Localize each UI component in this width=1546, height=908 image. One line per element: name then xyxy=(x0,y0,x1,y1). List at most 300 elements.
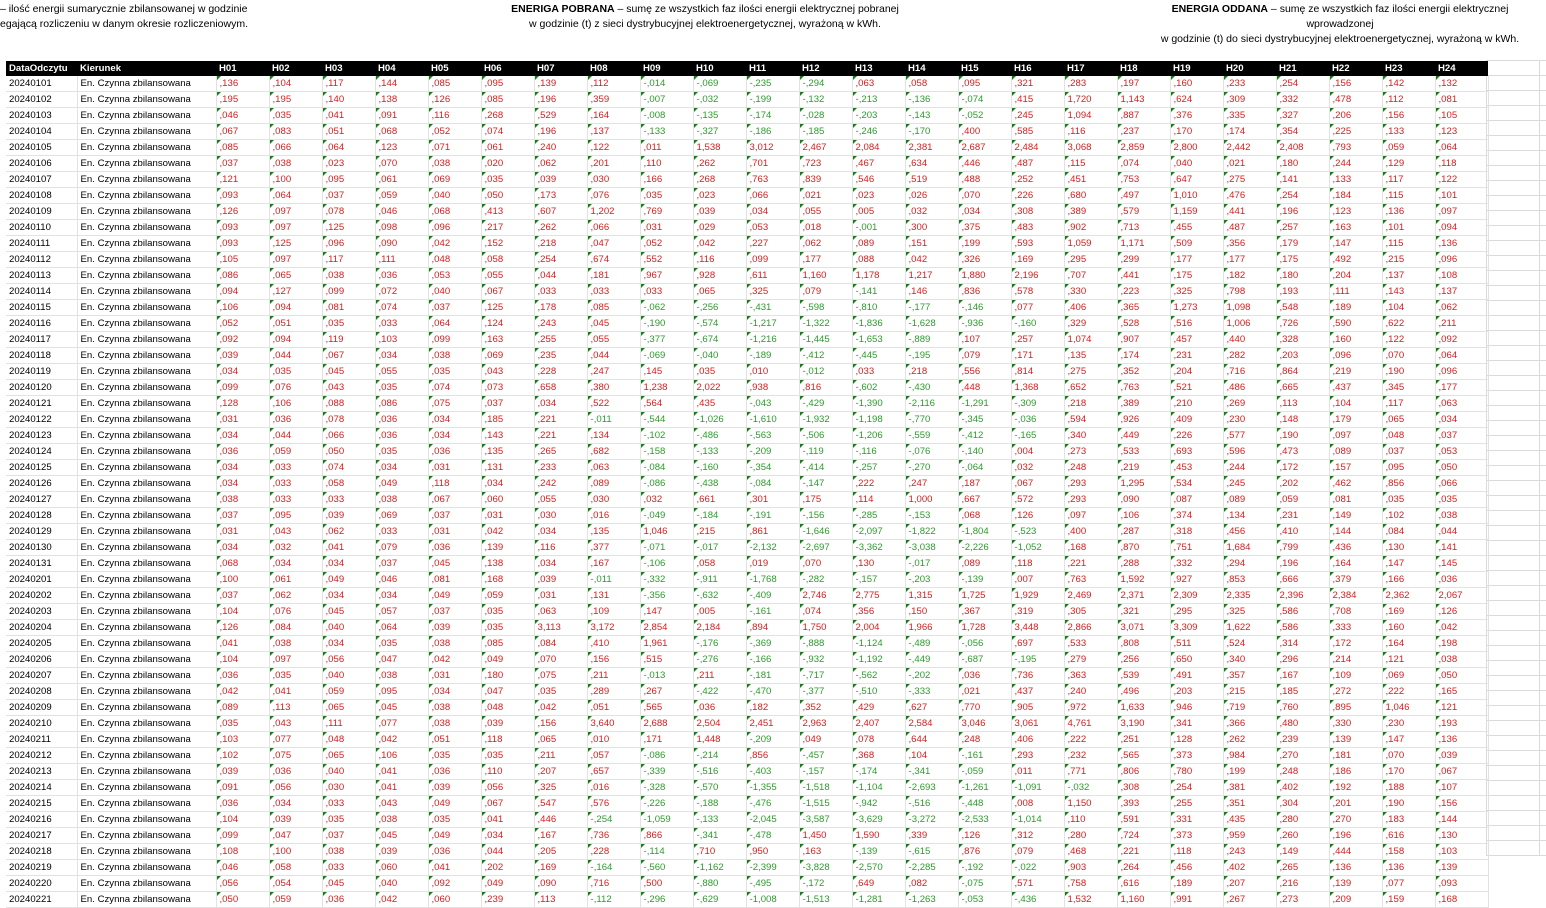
cell-h12[interactable]: -,172 xyxy=(799,876,852,892)
cell-h10[interactable]: ,435 xyxy=(693,396,746,412)
cell-direction[interactable]: En. Czynna zbilansowana xyxy=(77,652,216,668)
cell-h17[interactable]: ,330 xyxy=(1064,284,1117,300)
cell-h17[interactable]: ,758 xyxy=(1064,876,1117,892)
cell-h21[interactable]: ,666 xyxy=(1276,572,1329,588)
cell-h24[interactable]: ,038 xyxy=(1435,652,1488,668)
column-header-h07[interactable]: H07 xyxy=(534,61,587,76)
column-header-h24[interactable]: H24 xyxy=(1435,61,1488,76)
cell-h21[interactable]: ,260 xyxy=(1276,828,1329,844)
cell-h08[interactable]: ,674 xyxy=(587,252,640,268)
cell-h17[interactable]: ,280 xyxy=(1064,828,1117,844)
cell-h09[interactable]: -,008 xyxy=(640,108,693,124)
cell-date[interactable]: 20240118 xyxy=(6,348,77,364)
cell-h24[interactable]: ,067 xyxy=(1435,764,1488,780)
cell-h07[interactable]: ,031 xyxy=(534,588,587,604)
cell-h09[interactable]: -,296 xyxy=(640,892,693,908)
cell-direction[interactable]: En. Czynna zbilansowana xyxy=(77,220,216,236)
cell-h14[interactable]: ,218 xyxy=(905,364,958,380)
cell-h14[interactable]: 2,381 xyxy=(905,140,958,156)
cell-h13[interactable]: -,174 xyxy=(852,764,905,780)
cell-h15[interactable]: 3,046 xyxy=(958,716,1011,732)
cell-h23[interactable]: ,122 xyxy=(1382,332,1435,348)
cell-h16[interactable]: ,406 xyxy=(1011,732,1064,748)
cell-h06[interactable]: ,069 xyxy=(481,348,534,364)
cell-h06[interactable]: ,048 xyxy=(481,700,534,716)
cell-direction[interactable]: En. Czynna zbilansowana xyxy=(77,316,216,332)
cell-h21[interactable]: ,665 xyxy=(1276,380,1329,396)
cell-h15[interactable]: ,876 xyxy=(958,844,1011,860)
cell-h12[interactable]: -,185 xyxy=(799,124,852,140)
column-header-h09[interactable]: H09 xyxy=(640,61,693,76)
cell-h22[interactable]: ,179 xyxy=(1329,412,1382,428)
cell-h11[interactable]: -,235 xyxy=(746,76,799,92)
cell-h11[interactable]: ,010 xyxy=(746,364,799,380)
cell-h19[interactable]: ,087 xyxy=(1170,492,1223,508)
cell-h24[interactable]: ,053 xyxy=(1435,444,1488,460)
cell-h07[interactable]: ,235 xyxy=(534,348,587,364)
cell-h12[interactable]: ,723 xyxy=(799,156,852,172)
cell-h24[interactable]: ,145 xyxy=(1435,556,1488,572)
cell-h06[interactable]: ,110 xyxy=(481,764,534,780)
cell-h04[interactable]: ,034 xyxy=(375,460,428,476)
cell-h13[interactable]: ,546 xyxy=(852,172,905,188)
cell-h10[interactable]: ,023 xyxy=(693,188,746,204)
cell-date[interactable]: 20240108 xyxy=(6,188,77,204)
cell-h04[interactable]: ,057 xyxy=(375,604,428,620)
cell-h09[interactable]: ,145 xyxy=(640,364,693,380)
cell-h06[interactable]: ,049 xyxy=(481,652,534,668)
cell-h04[interactable]: ,060 xyxy=(375,860,428,876)
cell-h11[interactable]: -1,217 xyxy=(746,316,799,332)
cell-h14[interactable]: -,195 xyxy=(905,348,958,364)
cell-h22[interactable]: ,201 xyxy=(1329,796,1382,812)
cell-date[interactable]: 20240110 xyxy=(6,220,77,236)
cell-h08[interactable]: 1,202 xyxy=(587,204,640,220)
cell-h07[interactable]: ,221 xyxy=(534,412,587,428)
cell-direction[interactable]: En. Czynna zbilansowana xyxy=(77,844,216,860)
cell-h07[interactable]: ,062 xyxy=(534,156,587,172)
cell-h09[interactable]: ,564 xyxy=(640,396,693,412)
cell-h15[interactable]: ,034 xyxy=(958,204,1011,220)
cell-h01[interactable]: ,038 xyxy=(216,492,269,508)
cell-date[interactable]: 20240217 xyxy=(6,828,77,844)
cell-h06[interactable]: ,067 xyxy=(481,796,534,812)
cell-h08[interactable]: ,522 xyxy=(587,396,640,412)
cell-h22[interactable]: ,379 xyxy=(1329,572,1382,588)
cell-h20[interactable]: ,309 xyxy=(1223,92,1276,108)
cell-h09[interactable]: -,013 xyxy=(640,668,693,684)
cell-h22[interactable]: ,189 xyxy=(1329,300,1382,316)
cell-h16[interactable]: ,415 xyxy=(1011,92,1064,108)
cell-date[interactable]: 20240102 xyxy=(6,92,77,108)
cell-h05[interactable]: ,067 xyxy=(428,492,481,508)
cell-h23[interactable]: ,215 xyxy=(1382,252,1435,268)
cell-h13[interactable]: -1,198 xyxy=(852,412,905,428)
cell-h24[interactable]: ,037 xyxy=(1435,428,1488,444)
cell-h03[interactable]: ,111 xyxy=(322,716,375,732)
cell-h17[interactable]: ,771 xyxy=(1064,764,1117,780)
cell-date[interactable]: 20240215 xyxy=(6,796,77,812)
cell-h13[interactable]: -,157 xyxy=(852,572,905,588)
cell-h19[interactable]: ,128 xyxy=(1170,732,1223,748)
cell-h05[interactable]: ,037 xyxy=(428,604,481,620)
cell-h17[interactable]: ,283 xyxy=(1064,76,1117,92)
cell-h09[interactable]: ,967 xyxy=(640,268,693,284)
cell-h20[interactable]: ,596 xyxy=(1223,444,1276,460)
cell-h16[interactable]: ,169 xyxy=(1011,252,1064,268)
cell-direction[interactable]: En. Czynna zbilansowana xyxy=(77,508,216,524)
cell-h10[interactable]: -,040 xyxy=(693,348,746,364)
cell-h23[interactable]: ,616 xyxy=(1382,828,1435,844)
cell-h21[interactable]: ,410 xyxy=(1276,524,1329,540)
cell-h17[interactable]: ,652 xyxy=(1064,380,1117,396)
cell-h20[interactable]: ,486 xyxy=(1223,380,1276,396)
cell-h17[interactable]: ,468 xyxy=(1064,844,1117,860)
column-header-h01[interactable]: H01 xyxy=(216,61,269,76)
cell-h24[interactable]: ,132 xyxy=(1435,76,1488,92)
cell-h13[interactable]: ,356 xyxy=(852,604,905,620)
cell-h19[interactable]: ,946 xyxy=(1170,700,1223,716)
cell-h08[interactable]: ,076 xyxy=(587,188,640,204)
cell-h06[interactable]: ,217 xyxy=(481,220,534,236)
cell-h05[interactable]: ,092 xyxy=(428,876,481,892)
cell-h02[interactable]: ,043 xyxy=(269,716,322,732)
cell-h18[interactable]: ,926 xyxy=(1117,412,1170,428)
cell-h12[interactable]: -1,445 xyxy=(799,332,852,348)
cell-h10[interactable]: -,629 xyxy=(693,892,746,908)
cell-h03[interactable]: ,140 xyxy=(322,92,375,108)
cell-h21[interactable]: ,314 xyxy=(1276,636,1329,652)
cell-h24[interactable]: ,066 xyxy=(1435,476,1488,492)
cell-h17[interactable]: 1,074 xyxy=(1064,332,1117,348)
cell-h01[interactable]: ,104 xyxy=(216,812,269,828)
cell-h18[interactable]: 3,190 xyxy=(1117,716,1170,732)
cell-h17[interactable]: ,273 xyxy=(1064,444,1117,460)
cell-h18[interactable]: ,321 xyxy=(1117,604,1170,620)
cell-h06[interactable]: ,125 xyxy=(481,300,534,316)
cell-h20[interactable]: ,366 xyxy=(1223,716,1276,732)
cell-h21[interactable]: ,172 xyxy=(1276,460,1329,476)
cell-date[interactable]: 20240124 xyxy=(6,444,77,460)
cell-h03[interactable]: ,043 xyxy=(322,380,375,396)
cell-h12[interactable]: ,839 xyxy=(799,172,852,188)
cell-h17[interactable]: ,110 xyxy=(1064,812,1117,828)
cell-h22[interactable]: ,214 xyxy=(1329,652,1382,668)
cell-h23[interactable]: ,158 xyxy=(1382,844,1435,860)
cell-h01[interactable]: ,037 xyxy=(216,588,269,604)
cell-h06[interactable]: ,059 xyxy=(481,588,534,604)
cell-h01[interactable]: ,136 xyxy=(216,76,269,92)
cell-h14[interactable]: ,151 xyxy=(905,236,958,252)
cell-h15[interactable]: 1,880 xyxy=(958,268,1011,284)
cell-h02[interactable]: ,035 xyxy=(269,364,322,380)
cell-h18[interactable]: 1,171 xyxy=(1117,236,1170,252)
cell-h13[interactable]: ,063 xyxy=(852,76,905,92)
cell-h12[interactable]: -,717 xyxy=(799,668,852,684)
cell-h02[interactable]: ,054 xyxy=(269,876,322,892)
cell-h02[interactable]: ,095 xyxy=(269,508,322,524)
cell-h19[interactable]: 3,309 xyxy=(1170,620,1223,636)
cell-h05[interactable]: ,116 xyxy=(428,108,481,124)
cell-h20[interactable]: ,351 xyxy=(1223,796,1276,812)
cell-h15[interactable]: ,770 xyxy=(958,700,1011,716)
cell-h20[interactable]: ,441 xyxy=(1223,204,1276,220)
cell-h18[interactable]: ,907 xyxy=(1117,332,1170,348)
cell-h04[interactable]: ,070 xyxy=(375,156,428,172)
cell-h15[interactable]: -,052 xyxy=(958,108,1011,124)
cell-h17[interactable]: ,340 xyxy=(1064,428,1117,444)
cell-date[interactable]: 20240205 xyxy=(6,636,77,652)
cell-h20[interactable]: ,230 xyxy=(1223,412,1276,428)
cell-h23[interactable]: ,856 xyxy=(1382,476,1435,492)
cell-h01[interactable]: ,037 xyxy=(216,156,269,172)
cell-h13[interactable]: ,005 xyxy=(852,204,905,220)
cell-h03[interactable]: ,040 xyxy=(322,764,375,780)
cell-direction[interactable]: En. Czynna zbilansowana xyxy=(77,268,216,284)
cell-h24[interactable]: ,108 xyxy=(1435,268,1488,284)
cell-h17[interactable]: -,032 xyxy=(1064,780,1117,796)
cell-h16[interactable]: ,814 xyxy=(1011,364,1064,380)
cell-h21[interactable]: ,296 xyxy=(1276,652,1329,668)
cell-h16[interactable]: -,309 xyxy=(1011,396,1064,412)
cell-h19[interactable]: ,647 xyxy=(1170,172,1223,188)
cell-h04[interactable]: ,045 xyxy=(375,700,428,716)
cell-h12[interactable]: -,377 xyxy=(799,684,852,700)
cell-h21[interactable]: ,231 xyxy=(1276,508,1329,524)
cell-h20[interactable]: ,716 xyxy=(1223,364,1276,380)
cell-h08[interactable]: ,085 xyxy=(587,300,640,316)
cell-h02[interactable]: ,039 xyxy=(269,812,322,828)
cell-h22[interactable]: ,164 xyxy=(1329,556,1382,572)
cell-h20[interactable]: ,233 xyxy=(1223,76,1276,92)
cell-h10[interactable]: -,516 xyxy=(693,764,746,780)
cell-h20[interactable]: ,021 xyxy=(1223,156,1276,172)
cell-h08[interactable]: ,030 xyxy=(587,492,640,508)
cell-h12[interactable]: 1,450 xyxy=(799,828,852,844)
cell-h19[interactable]: ,175 xyxy=(1170,268,1223,284)
cell-h15[interactable]: -,064 xyxy=(958,460,1011,476)
cell-h01[interactable]: ,039 xyxy=(216,764,269,780)
cell-h11[interactable]: -1,768 xyxy=(746,572,799,588)
cell-h19[interactable]: ,160 xyxy=(1170,76,1223,92)
cell-h09[interactable]: ,011 xyxy=(640,140,693,156)
cell-h01[interactable]: ,093 xyxy=(216,236,269,252)
cell-h06[interactable]: ,037 xyxy=(481,396,534,412)
cell-h02[interactable]: ,113 xyxy=(269,700,322,716)
cell-h08[interactable]: ,033 xyxy=(587,284,640,300)
cell-h16[interactable]: ,004 xyxy=(1011,444,1064,460)
cell-direction[interactable]: En. Czynna zbilansowana xyxy=(77,812,216,828)
cell-date[interactable]: 20240211 xyxy=(6,732,77,748)
cell-h20[interactable]: ,294 xyxy=(1223,556,1276,572)
cell-h10[interactable]: ,042 xyxy=(693,236,746,252)
cell-h13[interactable]: -3,362 xyxy=(852,540,905,556)
cell-h11[interactable]: -,478 xyxy=(746,828,799,844)
cell-h24[interactable]: 2,067 xyxy=(1435,588,1488,604)
cell-h18[interactable]: ,221 xyxy=(1117,844,1170,860)
cell-h23[interactable]: ,102 xyxy=(1382,508,1435,524)
cell-h11[interactable]: ,938 xyxy=(746,380,799,396)
cell-h09[interactable]: -,086 xyxy=(640,476,693,492)
cell-h13[interactable]: 2,004 xyxy=(852,620,905,636)
cell-h03[interactable]: ,064 xyxy=(322,140,375,156)
cell-h21[interactable]: ,548 xyxy=(1276,300,1329,316)
cell-h01[interactable]: ,086 xyxy=(216,268,269,284)
cell-h19[interactable]: ,456 xyxy=(1170,860,1223,876)
cell-h23[interactable]: ,037 xyxy=(1382,444,1435,460)
cell-h02[interactable]: ,062 xyxy=(269,588,322,604)
cell-h01[interactable]: ,034 xyxy=(216,476,269,492)
cell-h22[interactable]: ,139 xyxy=(1329,732,1382,748)
cell-h22[interactable]: ,492 xyxy=(1329,252,1382,268)
cell-h12[interactable]: -1,513 xyxy=(799,892,852,908)
cell-h21[interactable]: ,480 xyxy=(1276,716,1329,732)
cell-h22[interactable]: ,149 xyxy=(1329,508,1382,524)
cell-h04[interactable]: ,098 xyxy=(375,220,428,236)
cell-h08[interactable]: ,030 xyxy=(587,172,640,188)
cell-h20[interactable]: ,524 xyxy=(1223,636,1276,652)
cell-h11[interactable]: -,563 xyxy=(746,428,799,444)
cell-h19[interactable]: ,254 xyxy=(1170,780,1223,796)
cell-h20[interactable]: ,174 xyxy=(1223,124,1276,140)
cell-direction[interactable]: En. Czynna zbilansowana xyxy=(77,492,216,508)
cell-h18[interactable]: ,090 xyxy=(1117,492,1170,508)
cell-h11[interactable]: -,403 xyxy=(746,764,799,780)
cell-h15[interactable]: -,161 xyxy=(958,748,1011,764)
cell-h01[interactable]: ,034 xyxy=(216,540,269,556)
cell-h19[interactable]: ,453 xyxy=(1170,460,1223,476)
cell-date[interactable]: 20240104 xyxy=(6,124,77,140)
cell-h18[interactable]: 1,143 xyxy=(1117,92,1170,108)
cell-h22[interactable]: 2,384 xyxy=(1329,588,1382,604)
cell-h22[interactable]: ,462 xyxy=(1329,476,1382,492)
cell-h10[interactable]: ,065 xyxy=(693,284,746,300)
cell-h09[interactable]: -,133 xyxy=(640,124,693,140)
cell-h02[interactable]: ,083 xyxy=(269,124,322,140)
cell-h08[interactable]: ,109 xyxy=(587,604,640,620)
cell-h13[interactable]: -,602 xyxy=(852,380,905,396)
cell-h10[interactable]: 2,184 xyxy=(693,620,746,636)
cell-h17[interactable]: ,389 xyxy=(1064,204,1117,220)
cell-h08[interactable]: ,716 xyxy=(587,876,640,892)
cell-h10[interactable]: -,133 xyxy=(693,444,746,460)
cell-h14[interactable]: ,627 xyxy=(905,700,958,716)
cell-h22[interactable]: ,437 xyxy=(1329,380,1382,396)
cell-h04[interactable]: ,138 xyxy=(375,92,428,108)
column-header-kierunek[interactable]: Kierunek xyxy=(77,61,216,76)
cell-h07[interactable]: ,039 xyxy=(534,172,587,188)
cell-h04[interactable]: ,038 xyxy=(375,492,428,508)
cell-h24[interactable]: ,035 xyxy=(1435,492,1488,508)
cell-h22[interactable]: ,104 xyxy=(1329,396,1382,412)
cell-direction[interactable]: En. Czynna zbilansowana xyxy=(77,252,216,268)
cell-date[interactable]: 20240116 xyxy=(6,316,77,332)
cell-h10[interactable]: ,211 xyxy=(693,668,746,684)
cell-h18[interactable]: ,393 xyxy=(1117,796,1170,812)
cell-h23[interactable]: ,190 xyxy=(1382,364,1435,380)
cell-h05[interactable]: ,035 xyxy=(428,748,481,764)
cell-h12[interactable]: 2,746 xyxy=(799,588,852,604)
cell-direction[interactable]: En. Czynna zbilansowana xyxy=(77,540,216,556)
cell-h18[interactable]: ,753 xyxy=(1117,172,1170,188)
cell-h01[interactable]: ,108 xyxy=(216,844,269,860)
cell-h18[interactable]: ,449 xyxy=(1117,428,1170,444)
cell-h12[interactable]: ,177 xyxy=(799,252,852,268)
cell-h14[interactable]: ,150 xyxy=(905,604,958,620)
cell-h19[interactable]: ,325 xyxy=(1170,284,1223,300)
cell-h23[interactable]: ,070 xyxy=(1382,748,1435,764)
cell-h04[interactable]: ,039 xyxy=(375,844,428,860)
cell-h03[interactable]: ,036 xyxy=(322,892,375,908)
cell-h10[interactable]: -,188 xyxy=(693,796,746,812)
cell-direction[interactable]: En. Czynna zbilansowana xyxy=(77,700,216,716)
cell-h23[interactable]: ,188 xyxy=(1382,780,1435,796)
cell-h20[interactable]: ,356 xyxy=(1223,236,1276,252)
cell-h06[interactable]: ,163 xyxy=(481,332,534,348)
cell-h12[interactable]: -,506 xyxy=(799,428,852,444)
cell-h02[interactable]: ,106 xyxy=(269,396,322,412)
cell-h07[interactable]: ,084 xyxy=(534,636,587,652)
cell-h13[interactable]: ,114 xyxy=(852,492,905,508)
cell-h04[interactable]: ,040 xyxy=(375,876,428,892)
cell-h06[interactable]: ,049 xyxy=(481,876,534,892)
column-header-h13[interactable]: H13 xyxy=(852,61,905,76)
cell-h14[interactable]: ,026 xyxy=(905,188,958,204)
cell-h08[interactable]: ,134 xyxy=(587,428,640,444)
cell-h05[interactable]: ,069 xyxy=(428,172,481,188)
cell-h11[interactable]: ,019 xyxy=(746,556,799,572)
cell-h02[interactable]: ,059 xyxy=(269,444,322,460)
cell-direction[interactable]: En. Czynna zbilansowana xyxy=(77,636,216,652)
cell-h22[interactable]: ,225 xyxy=(1329,124,1382,140)
cell-direction[interactable]: En. Czynna zbilansowana xyxy=(77,108,216,124)
cell-h09[interactable]: ,769 xyxy=(640,204,693,220)
cell-h19[interactable]: ,491 xyxy=(1170,668,1223,684)
cell-h15[interactable]: ,375 xyxy=(958,220,1011,236)
cell-h01[interactable]: ,102 xyxy=(216,748,269,764)
cell-h13[interactable]: -,285 xyxy=(852,508,905,524)
cell-h12[interactable]: ,055 xyxy=(799,204,852,220)
cell-h11[interactable]: ,301 xyxy=(746,492,799,508)
cell-h09[interactable]: ,552 xyxy=(640,252,693,268)
cell-h07[interactable]: ,196 xyxy=(534,124,587,140)
cell-h22[interactable]: ,181 xyxy=(1329,748,1382,764)
cell-h15[interactable]: ,248 xyxy=(958,732,1011,748)
cell-h01[interactable]: ,104 xyxy=(216,604,269,620)
cell-h11[interactable]: ,861 xyxy=(746,524,799,540)
cell-h13[interactable]: -,139 xyxy=(852,844,905,860)
cell-h09[interactable]: ,500 xyxy=(640,876,693,892)
cell-h13[interactable]: -,562 xyxy=(852,668,905,684)
column-header-h19[interactable]: H19 xyxy=(1170,61,1223,76)
cell-h05[interactable]: ,068 xyxy=(428,204,481,220)
cell-h24[interactable]: ,123 xyxy=(1435,124,1488,140)
cell-h01[interactable]: ,034 xyxy=(216,364,269,380)
cell-h22[interactable]: ,109 xyxy=(1329,668,1382,684)
cell-h20[interactable]: ,245 xyxy=(1223,476,1276,492)
cell-h19[interactable]: ,991 xyxy=(1170,892,1223,908)
cell-h01[interactable]: ,195 xyxy=(216,92,269,108)
cell-h23[interactable]: ,048 xyxy=(1382,428,1435,444)
cell-date[interactable]: 20240209 xyxy=(6,700,77,716)
cell-h05[interactable]: ,099 xyxy=(428,332,481,348)
cell-h11[interactable]: ,856 xyxy=(746,748,799,764)
cell-h11[interactable]: -,354 xyxy=(746,460,799,476)
cell-h15[interactable]: ,068 xyxy=(958,508,1011,524)
cell-h03[interactable]: ,034 xyxy=(322,588,375,604)
cell-date[interactable]: 20240109 xyxy=(6,204,77,220)
cell-h23[interactable]: ,136 xyxy=(1382,204,1435,220)
